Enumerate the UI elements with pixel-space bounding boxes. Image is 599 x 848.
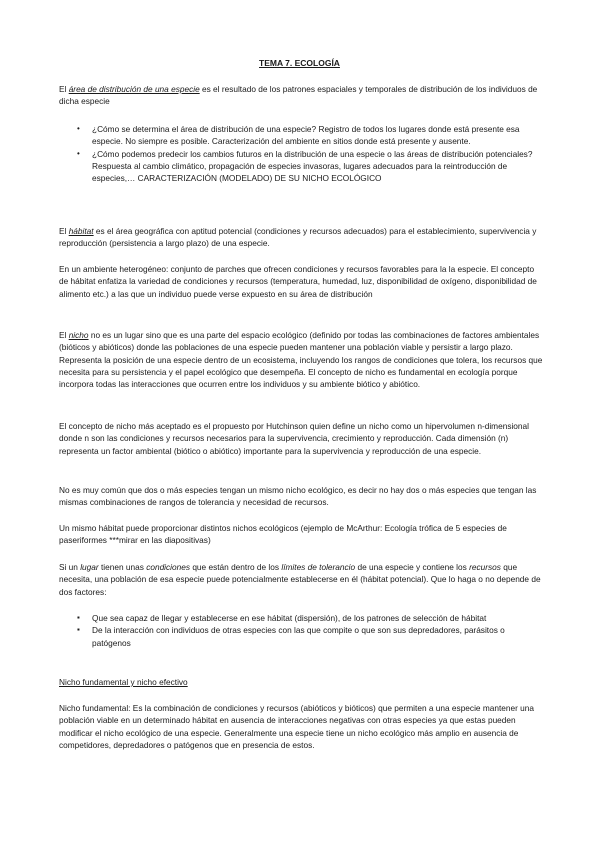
factor-list [77,612,545,649]
list-item-text: Que sea capaz de llegar y establecerse en ese hábitat (dispersión), de los patrones de selección de hábitat [92,613,487,623]
habitat-post: es el área geográfica con aptitud potencial (condiciones y recursos adecuados) para el establecimiento, supervivencia y reproducción (persistencia a largo plazo) de una especie. [59,226,537,249]
place-text-4: de una especie y contiene los [355,562,470,572]
habitat-term: hábitat [68,226,94,236]
list-item [77,123,545,148]
heterogeneous-paragraph: En un ambiente heterogéneo: conjunto de parches que ofrecen condiciones y recursos favorables para la la especie. El concepto de hábitat enfatiza la variedad de condiciones y recursos (temperatura, humedad, luz, disponibilidad de oxígeno, disponibilidad de alimento etc.) a las que un individuo puede verse expuesto en su área de distribución [59,264,537,299]
niche-paragraph [59,329,545,390]
intro-post: es el resultado de los patrones espaciales y temporales de distribución de los individuos de dicha especie [59,84,538,107]
place-text-3: que están dentro de los [190,562,282,572]
bullet-icon: • [77,148,80,158]
list-item-text: ¿Cómo se determina el área de distribución de una especie? Registro de todos los lugares donde está presente esa especie. No siempre es posible. Caracterización del ambiente en sitios donde está presente y ausente. [92,124,520,147]
place-text-2: tienen unas [98,562,147,572]
hutchinson-paragraph: El concepto de nicho más aceptado es el propuesto por Hutchinson quien define un nicho como un hipervolumen n-dimensional donde n son las condiciones y recursos necesarios para la supervivencia, crecimiento y reproducción. Cada dimensión (n) representa un factor ambiental (biótico o abiótico) importante para la supervivencia y reproducción de una especie. [59,421,529,456]
question-list [77,123,545,184]
tolerance-term: límites de tolerancio [281,562,356,572]
list-item-text: De la interacción con individuos de otras especies con las que compite o que son sus depredadores, parásitos o patógenos [92,625,505,648]
same-niche-paragraph: No es muy común que dos o más especies tengan un mismo nicho ecológico, es decir no hay dos o más especies que tengan las mismas combinaciones de rangos de tolerancia y necesidad de recursos. [59,485,537,508]
niche-post: no es un lugar sino que es una parte del espacio ecológico (definido por todas las combinaciones de factores ambientales (bióticos y abióticos) donde las poblaciones de una especie pueden mantener una población viable y persistir a largo plazo. Representa la posición de una especie dentro de un ecosistema, incluyendo los rangos de condiciones que tolera, los recursos que necesita para su persistencia y el papel ecológico que desempeña. El concepto de nicho es fundamental en ecología porque incorpora todas las interacciones que ocurren entre los individuos y su ambiente biótico y abiótico. [59,330,543,390]
intro-pre: El [59,84,69,94]
mcarthur-paragraph: Un mismo hábitat puede proporcionar distintos nichos ecológicos (ejemplo de McArthur: Ecología trófica de 5 especies de paseriformes ***mirar en las diapositivas) [59,523,507,546]
place-text-1: Si un [59,562,81,572]
resources-term: recursos [469,562,501,572]
list-item [77,612,545,624]
place-term: lugar [80,562,99,572]
bullet-icon: ▪ [77,613,80,622]
place-paragraph [59,561,545,598]
list-item [77,624,545,649]
niche-term: nicho [68,330,89,340]
intro-term: área de distribución de una especie [68,84,200,94]
place-text-5: que necesita, una población de esa especie puede potencialmente establecerse en él (hábitat potencial). Que lo haga o no depende de dos factores: [59,562,541,597]
niche-pre: El [59,330,69,340]
fundamental-niche-paragraph: Nicho fundamental: Es la combinación de condiciones y recursos (abióticos y bióticos) que permiten a una especie mantener una población viable en un determinado hábitat en ausencia de interacciones negativas con otras especies ya que estas pueden modificar el nicho ecológico de una especie. Generalmente una especie tiene un nicho ecológico más amplio en ausencia de competidores, depredadores o patógenos que en presencia de estos. [59,703,535,750]
bullet-icon: ▪ [77,625,80,635]
bullet-icon: • [77,124,80,133]
list-item [77,148,545,185]
habitat-paragraph [59,225,545,250]
section-heading: Nicho fundamental y nicho efectivo [59,677,188,687]
list-item-text: ¿Cómo podemos predecir los cambios futuros en la distribución de una especie o las áreas de distribución potenciales? Respuesta al cambio climático, propagación de especies invasoras, lugares adecuados para la reintroducción de especies,… CARACTERIZACIÓN (MODELADO) DE SU NICHO ECOLÓGICO [92,148,533,184]
habitat-pre: El [59,226,69,236]
page-title: TEMA 7. ECOLOGÍA [259,58,340,68]
conditions-term: condiciones [146,562,191,572]
intro-paragraph [59,83,545,108]
